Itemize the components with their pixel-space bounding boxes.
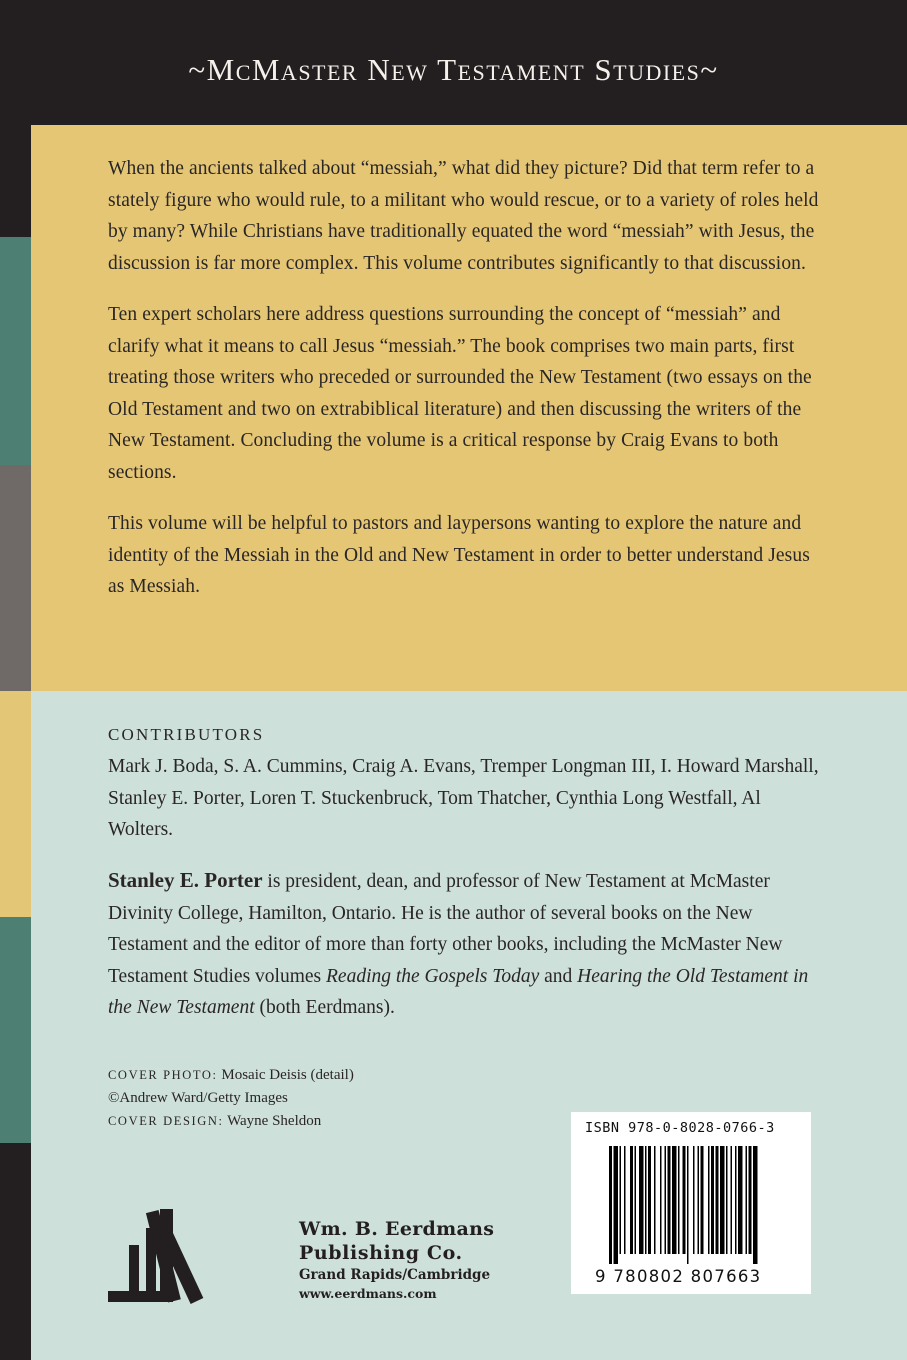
- barcode: [571, 1112, 811, 1294]
- cover-photo-label: COVER PHOTO:: [108, 1068, 218, 1082]
- blurb-paragraph-2: Ten expert scholars here address questions surrounding the concept of “messiah” and clarify what it means to call Jesus “messiah.” The book comprises two main parts, first treating those writers who preceded or surrounded the New Testament (two essays on the Old Testament and two on extrabiblical literature) and then discussing the writers of the New Testament. Concluding the volume is a critical response by Craig Evans to both sections.: [108, 304, 812, 483]
- author-name: Stanley E. Porter: [108, 868, 263, 892]
- publisher-logo-icon: [108, 1201, 288, 1316]
- isbn-label: ISBN 978-0-8028-0766-3: [585, 1120, 775, 1136]
- blurb-paragraph-1: When the ancients talked about “messiah,” what did they picture? Did that term refer to a stately figure who would rule, to a militant who would rescue, or to a variety of roles held by many? While Christians have traditionally equated the word “messiah” with Jesus, the discussion is far more complex. This volume contributes significantly to that discussion.: [108, 158, 819, 274]
- cover-design-label: COVER DESIGN:: [108, 1114, 224, 1128]
- blurb: [108, 153, 828, 623]
- publisher-location: Grand Rapids/Cambridge: [299, 1267, 491, 1283]
- stripe-gold: [0, 691, 31, 917]
- publisher-website: www.eerdmans.com: [299, 1286, 437, 1301]
- barcode-bars: [609, 1146, 799, 1264]
- stripe-teal-1: [0, 237, 31, 465]
- cover-design-value: Wayne Sheldon: [223, 1113, 322, 1129]
- book-title-1: Reading the Gospels Today: [326, 965, 540, 987]
- contributors-list: Mark J. Boda, S. A. Cummins, Craig A. Evans, Tremper Longman III, I. Howard Marshall, Stanley E. Porter, Loren T. Stuckenbruck, Tom Thatcher, Cynthia Long Westfall, Al Wolters.: [108, 756, 819, 840]
- book-title-2: Hearing the Old Testament in the New Testament: [108, 965, 809, 1018]
- stripe-black-bottom: [0, 1143, 31, 1360]
- isbn-digits: 9 780802 807663: [595, 1267, 762, 1286]
- publisher-info: [299, 1218, 494, 1303]
- blurb-panel: [31, 125, 907, 691]
- bio-text-1: is president, dean, and professor of New Testament at McMaster Divinity College, Hamilton, Ontario. He is the author of several books on the New Testament and the editor of more than forty other books, including the McMaster New Testament Studies volumes: [108, 871, 783, 987]
- series-title: ~McMaster New Testament Studies~: [188, 52, 719, 87]
- info-panel: [31, 691, 907, 1360]
- bio-text-3: (both Eerdmans).: [254, 997, 395, 1018]
- stripe-black-top: [0, 0, 31, 237]
- publisher-name-line-1: Wm. B. Eerdmans: [299, 1218, 495, 1240]
- cover-photo-credit: [108, 1064, 488, 1087]
- bio-text-2: and: [539, 965, 578, 987]
- cover-photo-value: Mosaic Deisis (detail): [217, 1067, 354, 1083]
- contributors-heading: CONTRIBUTORS: [108, 725, 265, 744]
- blurb-paragraph-3: This volume will be helpful to pastors and laypersons wanting to explore the nature and identity of the Messiah in the Old and New Testament in order to better understand Jesus as Messiah.: [108, 513, 810, 597]
- stripe-teal-2: [0, 917, 31, 1143]
- cover-credits: [108, 1064, 488, 1133]
- photo-copyright: ©Andrew Ward/Getty Images: [108, 1090, 288, 1106]
- stripe-gray: [0, 465, 31, 691]
- publisher-name-line-2: Publishing Co.: [299, 1242, 463, 1264]
- cover-design-credit: [108, 1110, 488, 1133]
- author-bio: [108, 865, 828, 1024]
